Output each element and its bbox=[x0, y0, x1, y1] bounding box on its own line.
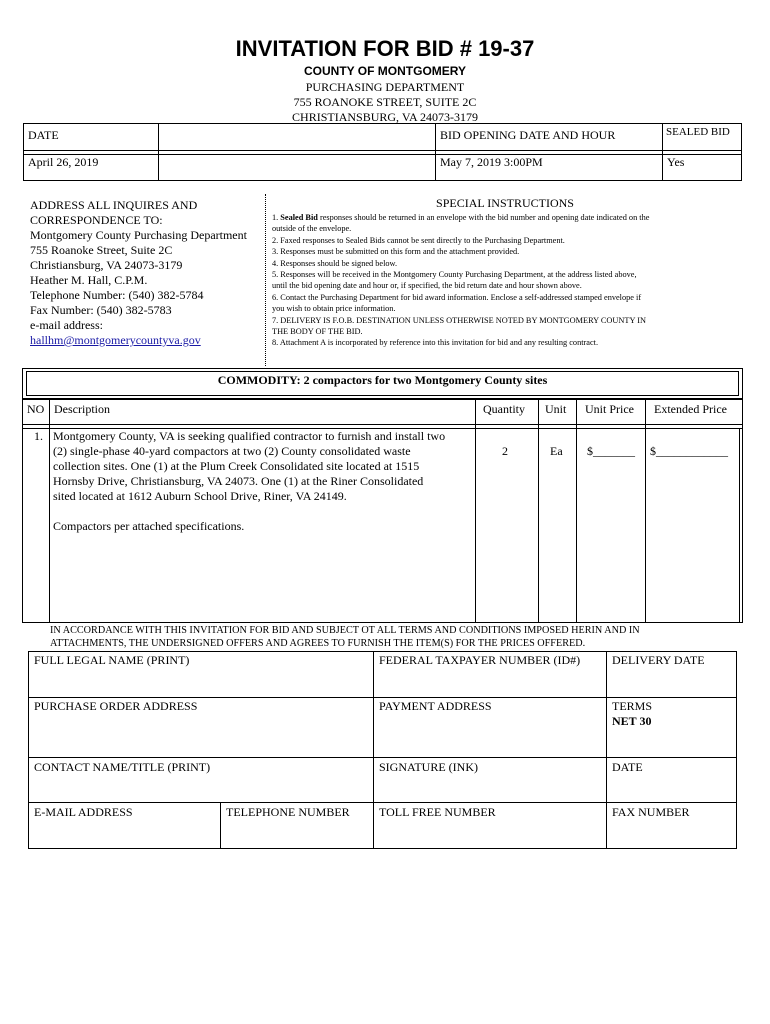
sealed-bid-label: SEALED BID bbox=[666, 126, 730, 138]
extended-price-field[interactable]: $____________ bbox=[650, 444, 728, 458]
address-line: e-mail address: bbox=[30, 318, 103, 332]
bid-opening-value: May 7, 2019 3:00PM bbox=[440, 155, 543, 169]
telephone-number-field[interactable]: TELEPHONE NUMBER bbox=[226, 805, 350, 819]
instruction-item: until the bid opening date and hour or, if specified, the bid return date and hour shown above. bbox=[272, 281, 582, 291]
delivery-date-field[interactable]: DELIVERY DATE bbox=[612, 653, 705, 667]
signature-field[interactable]: SIGNATURE (INK) bbox=[379, 760, 478, 774]
department-name: PURCHASING DEPARTMENT bbox=[305, 80, 465, 94]
instruction-item: 2. Faxed responses to Sealed Bids cannot be sent directly to the Purchasing Department. bbox=[272, 235, 565, 245]
address-block bbox=[30, 198, 247, 348]
header-no: NO bbox=[27, 402, 45, 416]
accordance-statement: IN ACCORDANCE WITH THIS INVITATION FOR BID AND SUBJECT OT ALL TERMS AND CONDITIONS IMPOSED HERIN AND IN ATTACHMENTS, THE UNDERSIGNED OFFERS AND AGREES TO FURNISH THE ITEM(S) FOR THE PRICES OFFERED. bbox=[50, 625, 640, 649]
contact-name-field[interactable]: CONTACT NAME/TITLE (PRINT) bbox=[34, 760, 211, 774]
special-instructions-heading: SPECIAL INSTRUCTIONS bbox=[436, 196, 574, 210]
bid-info-table bbox=[23, 123, 742, 181]
email-address-field[interactable]: E-MAIL ADDRESS bbox=[34, 805, 133, 819]
address-line: Christiansburg, VA 24073-3179 bbox=[30, 258, 183, 272]
terms-value: NET 30 bbox=[612, 714, 652, 728]
instruction-item: 5. Responses will be received in the Montgomery County Purchasing Department, at the address listed above, bbox=[272, 270, 637, 280]
terms-label: TERMS bbox=[612, 699, 653, 713]
address-line: Heather M. Hall, C.P.M. bbox=[30, 273, 148, 287]
sealed-bid-value: Yes bbox=[667, 155, 685, 169]
unit-price-field[interactable]: $_______ bbox=[587, 444, 635, 458]
instruction-item: 4. Responses should be signed below. bbox=[272, 258, 398, 268]
fax-number-field[interactable]: FAX NUMBER bbox=[612, 805, 690, 819]
header-description: Description bbox=[54, 402, 110, 416]
instruction-item: outside of the envelope. bbox=[272, 224, 352, 234]
item-quantity: 2 bbox=[502, 444, 508, 458]
item-unit: Ea bbox=[550, 444, 563, 458]
date-value: April 26, 2019 bbox=[28, 155, 99, 169]
commodity-title: COMMODITY: 2 compactors for two Montgomery County sites bbox=[217, 373, 548, 387]
federal-taxpayer-field[interactable]: FEDERAL TAXPAYER NUMBER (ID#) bbox=[379, 653, 581, 667]
purchase-order-address-field[interactable]: PURCHASE ORDER ADDRESS bbox=[34, 699, 198, 713]
header-unit: Unit bbox=[545, 402, 567, 416]
page-title: INVITATION FOR BID # 19-37 bbox=[235, 36, 535, 61]
instruction-item: 6. Contact the Purchasing Department for bid award information. Enclose a self-addressed stamped envelope if bbox=[272, 292, 642, 302]
county-name: COUNTY OF MONTGOMERY bbox=[304, 64, 466, 78]
address-line: CORRESPONDENCE TO: bbox=[30, 213, 163, 227]
item-note: Compactors per attached specifications. bbox=[53, 519, 245, 533]
address-line: Fax Number: (540) 382-5783 bbox=[30, 303, 172, 317]
header-extended-price: Extended Price bbox=[654, 402, 727, 416]
date-label: DATE bbox=[28, 128, 59, 142]
instruction-item: you wish to obtain price information. bbox=[272, 304, 396, 314]
instruction-item: 8. Attachment A is incorporated by reference into this invitation for bid and any resulting contract. bbox=[272, 338, 599, 348]
instruction-item: 7. DELIVERY IS F.O.B. DESTINATION UNLESS OTHERWISE NOTED BY MONTGOMERY COUNTY IN bbox=[272, 315, 646, 325]
address-line: Montgomery County Purchasing Department bbox=[30, 228, 247, 242]
date-field[interactable]: DATE bbox=[612, 760, 643, 774]
instruction-item: 1. Sealed Bid responses should be returned in an envelope with the bid number and opening date indicated on the bbox=[272, 213, 650, 222]
department-street: 755 ROANOKE STREET, SUITE 2C bbox=[293, 95, 477, 109]
address-line: 755 Roanoke Street, Suite 2C bbox=[30, 243, 173, 257]
special-instructions-list bbox=[272, 212, 740, 349]
header-quantity: Quantity bbox=[483, 402, 525, 416]
bid-opening-label: BID OPENING DATE AND HOUR bbox=[440, 128, 616, 142]
address-line: Telephone Number: (540) 382-5784 bbox=[30, 288, 204, 302]
header-unit-price: Unit Price bbox=[585, 402, 634, 416]
payment-address-field[interactable]: PAYMENT ADDRESS bbox=[379, 699, 492, 713]
instruction-item: THE BODY OF THE BID. bbox=[272, 327, 363, 337]
full-legal-name-field[interactable]: FULL LEGAL NAME (PRINT) bbox=[34, 653, 190, 667]
toll-free-number-field[interactable]: TOLL FREE NUMBER bbox=[379, 805, 496, 819]
row-number: 1. bbox=[34, 429, 43, 443]
address-line: ADDRESS ALL INQUIRES AND bbox=[30, 198, 198, 212]
instruction-item: 3. Responses must be submitted on this form and the attachment provided. bbox=[272, 247, 520, 257]
email-link[interactable]: hallhm@montgomerycountyva.gov bbox=[30, 333, 201, 347]
department-city: CHRISTIANSBURG, VA 24073-3179 bbox=[292, 110, 478, 124]
item-description: Montgomery County, VA is seeking qualified contractor to furnish and install two (2) single-phase 40-yard compactors at two (2) County consolidated waste collection sites. One (1) at the Plum Creek Consolidated site located at 1515 Hornsby Drive, Christiansburg, VA 24073. One (1) at the Riner Consolidated sited located at 1612 Auburn School Drive, Riner, VA 24149. Compactors per attached specifications. bbox=[53, 429, 446, 533]
